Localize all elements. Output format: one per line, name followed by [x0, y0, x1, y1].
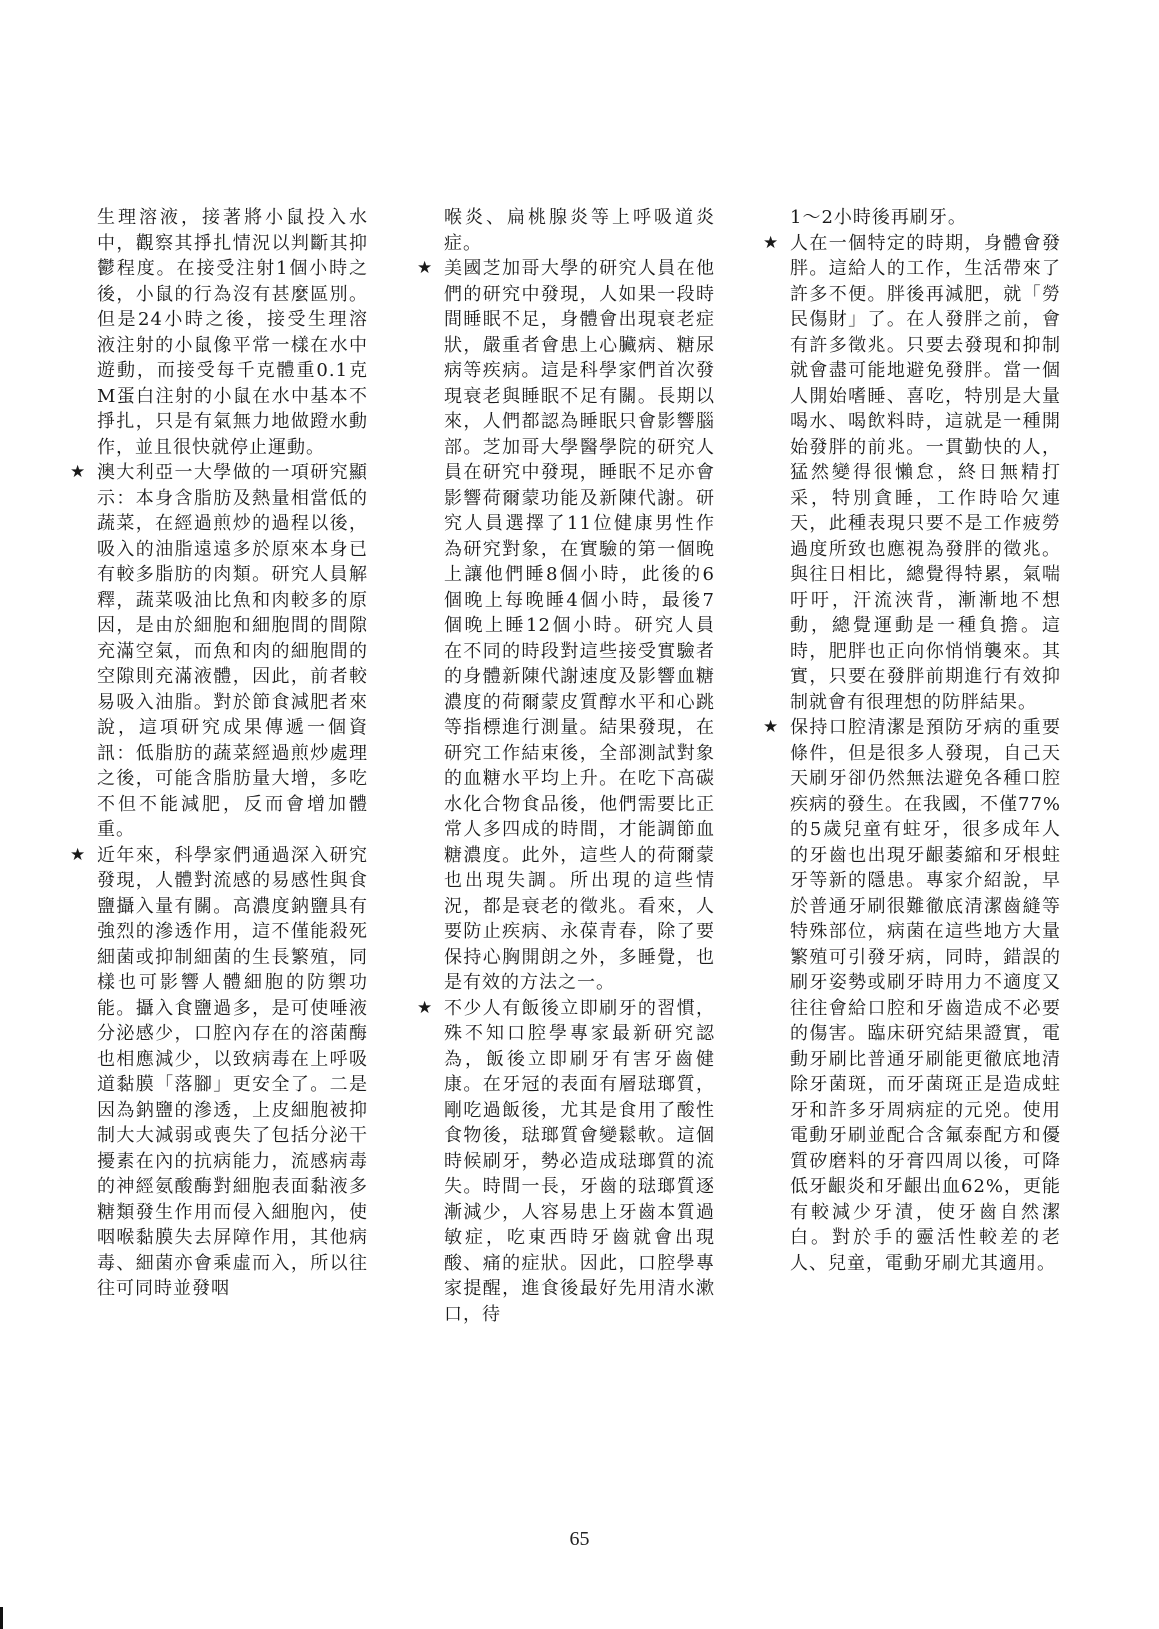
right-column — [763, 205, 1061, 1276]
star-bullet-icon: ★ — [70, 462, 87, 482]
star-bullet-icon: ★ — [70, 844, 87, 865]
star-bullet-icon: ★ — [417, 258, 434, 278]
bullet-paragraph: ★ 人在一個特定的時期，身體會發胖。這給人的工作，生活帶來了許多不便。胖後再減肥，就「勞民傷財」了。在人發胖之前，會有許多徵兆。只要去發現和抑制就會盡可能地避免發胖。當一個人開始嗜睡、喜吃，特別是大量喝水、喝飲料時，這就是一種開始發胖的前兆。一貫勤快的人，猛然變得很懶怠，終日無精打采，特別貪睡，工作時哈欠連天，此種表現只要不是工作疲勞過度所致也應視為發胖的徵兆。與往日相比，總覺得特累，氣喘吁吁，汗流浹背，漸漸地不想動，總覺運動是一種負擔。這時，肥胖也正向你悄悄襲來。其實，只要在發胖前期進行有效抑制就會有很理想的防胖結果。 — [763, 232, 1061, 713]
bullet-paragraph: ★ 不少人有飯後立即刷牙的習慣，殊不知口腔學專家最新研究認為，飯後立即刷牙有害牙齒健康。在牙冠的表面有層琺瑯質，剛吃過飯後，尤其是食用了酸性食物後，琺瑯質會變鬆軟。這個時候刷牙，勢必造成琺瑯質的流失。時間一長，牙齒的琺瑯質逐漸減少，人容易患上牙齒本質過敏症，吃東西時牙齒就會出現酸、痛的症狀。因此，口腔學專家提醒，進食後最好先用清水漱口，待 — [417, 997, 715, 1325]
bullet-paragraph: ★ 美國芝加哥大學的研究人員在他們的研究中發現，人如果一段時間睡眠不足，身體會出現衰老症狀，嚴重者會患上心臟病、糖尿病等疾病。這是科學家們首次發現衰老與睡眠不足有關。長期以來，人們都認為睡眠只會影響腦部。芝加哥大學醫學院的研究人員在研究中發現，睡眠不足亦會影響荷爾蒙功能及新陳代謝。研究人員選擇了11位健康男性作為研究對象，在實驗的第一個晚上讓他們睡8個小時，此後的6個晚上每晚睡4個小時，最後7個晚上睡12個小時。研究人員在不同的時段對這些接受實驗者的身體新陳代謝速度及影響血糖濃度的荷爾蒙皮質醇水平和心跳等指標進行測量。結果發現，在研究工作結束後，全部測試對象的血糖水平均上升。在吃下高碳水化合物食品後，他們需要比正常人多四成的時間，才能調節血糖濃度。此外，這些人的荷爾蒙也出現失調。所出現的這些情況，都是衰老的徵兆。看來，人要防止疾病、永葆青春，除了要保持心胸開朗之外，多睡覺，也是有效的方法之一。 — [417, 258, 715, 993]
star-bullet-icon: ★ — [763, 232, 780, 253]
paragraph-continued: 1～2小時後再刷牙。 — [790, 207, 967, 228]
page-number: 65 — [569, 1528, 590, 1550]
scan-edge-mark — [0, 1607, 3, 1629]
star-bullet-icon: ★ — [417, 997, 434, 1018]
left-column — [70, 205, 368, 1302]
paragraph-continued: 喉炎、扁桃腺炎等上呼吸道炎症。 — [444, 207, 715, 254]
bullet-paragraph: ★ 澳大利亞一大學做的一項研究顯示：本身含脂肪及熱量相當低的蔬菜，在經過煎炒的過程以後，吸入的油脂遠遠多於原來本身已有較多脂肪的肉類。研究人員解釋，蔬菜吸油比魚和肉較多的原因，是由於細胞和細胞間的間隙充滿空氣，而魚和肉的細胞間的空隙則充滿液體，因此，前者較易吸入油脂。對於節食減肥者來說，這項研究成果傳遞一個資訊：低脂肪的蔬菜經過煎炒處理之後，可能含脂肪量大增，多吃不但不能減肥，反而會增加體重。 — [70, 462, 368, 840]
star-bullet-icon: ★ — [763, 717, 780, 737]
middle-column — [417, 205, 715, 1327]
bullet-paragraph: ★ 近年來，科學家們通過深入研究發現，人體對流感的易感性與食鹽攝入量有關。高濃度鈉鹽具有強烈的滲透作用，這不僅能殺死細菌或抑制細菌的生長繁殖，同樣也可影響人體細胞的防禦功能。攝入食鹽過多，是可使唾液分泌感少，口腔內存在的溶菌酶也相應減少，以致病毒在上呼吸道黏膜「落腳」更安全了。二是因為鈉鹽的滲透，上皮細胞被抑制大大減弱或喪失了包括分泌干擾素在內的抗病能力，流感病毒的神經氨酸酶對細胞表面黏液多糖類發生作用而侵入細胞內，使咽喉黏膜失去屏障作用，其他病毒、細菌亦會乘虛而入，所以往往可同時並發咽 — [70, 844, 368, 1299]
paragraph-continued: 生理溶液，接著將小鼠投入水中，觀察其掙扎情況以判斷其抑鬱程度。在接受注射1個小時之後，小鼠的行為沒有甚麼區別。但是24小時之後，接受生理溶液注射的小鼠像平常一樣在水中遊動，而接受每千克體重0.1克M蛋白注射的小鼠在水中基本不掙扎，只是有氣無力地做蹬水動作，並且很快就停止運動。 — [97, 207, 368, 458]
bullet-paragraph: ★ 保持口腔清潔是預防牙病的重要條件，但是很多人發現，自己天天刷牙卻仍然無法避免各種口腔疾病的發生。在我國，不僅77%的5歲兒童有蛀牙，很多成年人的牙齒也出現牙齦萎縮和牙根蛀牙等新的隱患。專家介紹說，早於普通牙刷很難徹底清潔齒縫等特殊部位，病菌在這些地方大量繁殖可引發牙病，同時，錯誤的刷牙姿勢或刷牙時用力不適度又往往會給口腔和牙齒造成不必要的傷害。臨床研究結果證實，電動牙刷比普通牙刷能更徹底地清除牙菌斑，而牙菌斑正是造成蛀牙和許多牙周病症的元兇。使用電動牙刷並配合含氟泰配方和優質矽磨料的牙膏四周以後，可降低牙齦炎和牙齦出血62%，更能有較減少牙漬，使牙齒自然潔白。對於手的靈活性較差的老人、兒童，電動牙刷尤其適用。 — [763, 717, 1062, 1274]
